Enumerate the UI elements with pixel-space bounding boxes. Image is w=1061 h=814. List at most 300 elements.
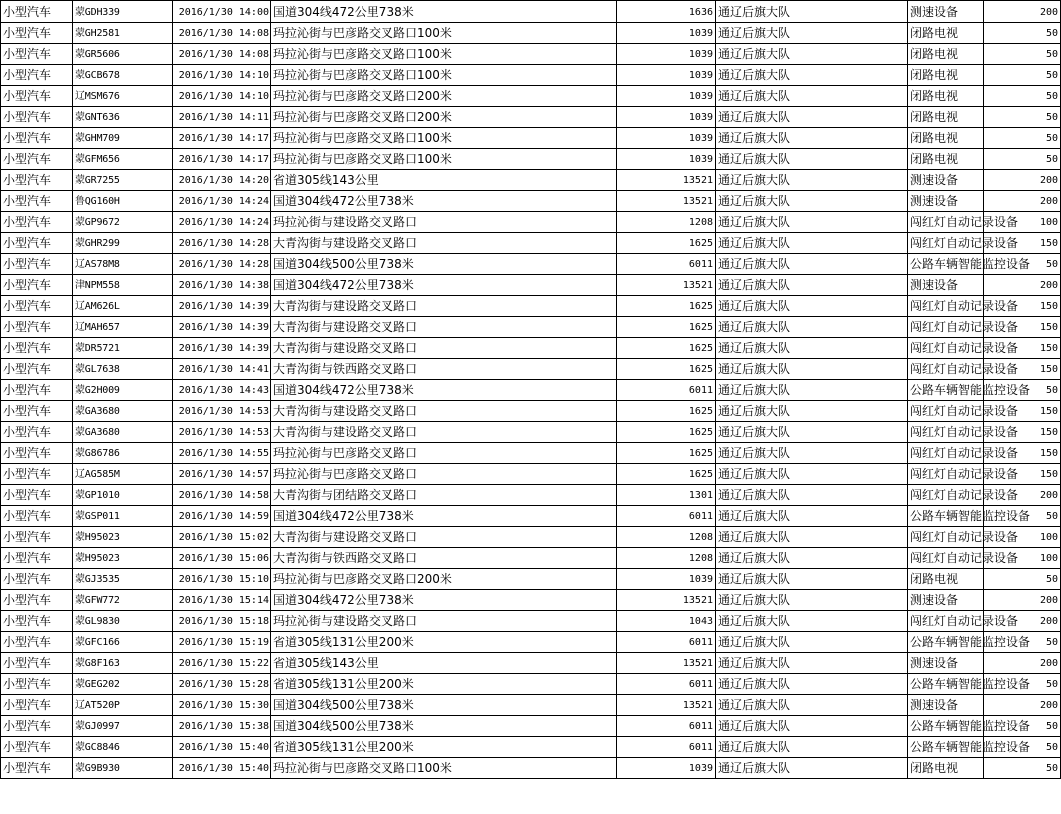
vehicle-type-cell[interactable]: 小型汽车 [1,380,73,401]
location-cell[interactable]: 玛拉沁街与建设路交叉路口 [271,611,617,632]
device-cell[interactable]: 公路车辆智能监控设备 [908,716,984,737]
department-cell[interactable]: 通辽后旗大队 [716,737,908,758]
vehicle-type-cell[interactable]: 小型汽车 [1,275,73,296]
fine-cell[interactable]: 200 [984,1,1061,23]
location-cell[interactable]: 省道305线131公里200米 [271,674,617,695]
datetime-cell[interactable]: 2016/1/30 14:28 [173,254,271,275]
fine-cell[interactable]: 50 [984,65,1061,86]
location-cell[interactable]: 国道304线472公里738米 [271,590,617,611]
vehicle-type-cell[interactable]: 小型汽车 [1,1,73,23]
location-cell[interactable]: 大青沟街与建设路交叉路口 [271,233,617,254]
vehicle-type-cell[interactable]: 小型汽车 [1,170,73,191]
vehicle-type-cell[interactable]: 小型汽车 [1,443,73,464]
device-cell[interactable]: 闭路电视 [908,107,984,128]
vehicle-type-cell[interactable]: 小型汽车 [1,254,73,275]
fine-cell[interactable]: 150 [984,233,1061,254]
location-cell[interactable]: 大青沟街与建设路交叉路口 [271,422,617,443]
plate-number-cell[interactable]: 蒙GFW772 [73,590,173,611]
location-cell[interactable]: 大青沟街与建设路交叉路口 [271,401,617,422]
code-cell[interactable]: 13521 [617,191,716,212]
vehicle-type-cell[interactable]: 小型汽车 [1,464,73,485]
location-cell[interactable]: 大青沟街与团结路交叉路口 [271,485,617,506]
datetime-cell[interactable]: 2016/1/30 14:41 [173,359,271,380]
datetime-cell[interactable]: 2016/1/30 15:30 [173,695,271,716]
device-cell[interactable]: 闯红灯自动记录设备 [908,212,984,233]
plate-number-cell[interactable]: 蒙GH2581 [73,23,173,44]
datetime-cell[interactable]: 2016/1/30 14:08 [173,44,271,65]
location-cell[interactable]: 玛拉沁街与巴彦路交叉路口200米 [271,86,617,107]
location-cell[interactable]: 玛拉沁街与巴彦路交叉路口100米 [271,149,617,170]
plate-number-cell[interactable]: 蒙DR5721 [73,338,173,359]
department-cell[interactable]: 通辽后旗大队 [716,590,908,611]
device-cell[interactable]: 公路车辆智能监控设备 [908,632,984,653]
plate-number-cell[interactable]: 蒙G8F163 [73,653,173,674]
vehicle-type-cell[interactable]: 小型汽车 [1,128,73,149]
plate-number-cell[interactable]: 蒙G86786 [73,443,173,464]
fine-cell[interactable]: 100 [984,527,1061,548]
device-cell[interactable]: 闭路电视 [908,758,984,779]
datetime-cell[interactable]: 2016/1/30 14:57 [173,464,271,485]
device-cell[interactable]: 测速设备 [908,275,984,296]
location-cell[interactable]: 大青沟街与建设路交叉路口 [271,527,617,548]
fine-cell[interactable]: 150 [984,422,1061,443]
datetime-cell[interactable]: 2016/1/30 15:19 [173,632,271,653]
datetime-cell[interactable]: 2016/1/30 15:18 [173,611,271,632]
code-cell[interactable]: 13521 [617,275,716,296]
department-cell[interactable]: 通辽后旗大队 [716,65,908,86]
device-cell[interactable]: 闯红灯自动记录设备 [908,233,984,254]
device-cell[interactable]: 测速设备 [908,170,984,191]
datetime-cell[interactable]: 2016/1/30 15:10 [173,569,271,590]
vehicle-type-cell[interactable]: 小型汽车 [1,23,73,44]
code-cell[interactable]: 1636 [617,1,716,23]
fine-cell[interactable]: 50 [984,737,1061,758]
location-cell[interactable]: 玛拉沁街与巴彦路交叉路口100米 [271,23,617,44]
location-cell[interactable]: 玛拉沁街与巴彦路交叉路口200米 [271,107,617,128]
code-cell[interactable]: 1625 [617,401,716,422]
department-cell[interactable]: 通辽后旗大队 [716,1,908,23]
plate-number-cell[interactable]: 辽AT520P [73,695,173,716]
department-cell[interactable]: 通辽后旗大队 [716,338,908,359]
vehicle-type-cell[interactable]: 小型汽车 [1,716,73,737]
department-cell[interactable]: 通辽后旗大队 [716,191,908,212]
department-cell[interactable]: 通辽后旗大队 [716,422,908,443]
device-cell[interactable]: 公路车辆智能监控设备 [908,506,984,527]
device-cell[interactable]: 闯红灯自动记录设备 [908,422,984,443]
fine-cell[interactable]: 200 [984,191,1061,212]
datetime-cell[interactable]: 2016/1/30 15:06 [173,548,271,569]
plate-number-cell[interactable]: 蒙GNT636 [73,107,173,128]
code-cell[interactable]: 6011 [617,506,716,527]
vehicle-type-cell[interactable]: 小型汽车 [1,548,73,569]
datetime-cell[interactable]: 2016/1/30 14:08 [173,23,271,44]
fine-cell[interactable]: 200 [984,653,1061,674]
vehicle-type-cell[interactable]: 小型汽车 [1,191,73,212]
device-cell[interactable]: 闯红灯自动记录设备 [908,443,984,464]
department-cell[interactable]: 通辽后旗大队 [716,296,908,317]
plate-number-cell[interactable]: 蒙GP9672 [73,212,173,233]
plate-number-cell[interactable]: 蒙GC8846 [73,737,173,758]
plate-number-cell[interactable]: 蒙GHR299 [73,233,173,254]
vehicle-type-cell[interactable]: 小型汽车 [1,758,73,779]
fine-cell[interactable]: 50 [984,128,1061,149]
datetime-cell[interactable]: 2016/1/30 15:38 [173,716,271,737]
vehicle-type-cell[interactable]: 小型汽车 [1,401,73,422]
code-cell[interactable]: 13521 [617,170,716,191]
datetime-cell[interactable]: 2016/1/30 14:10 [173,86,271,107]
vehicle-type-cell[interactable]: 小型汽车 [1,86,73,107]
plate-number-cell[interactable]: 蒙GFM656 [73,149,173,170]
fine-cell[interactable]: 150 [984,401,1061,422]
fine-cell[interactable]: 50 [984,86,1061,107]
device-cell[interactable]: 闯红灯自动记录设备 [908,611,984,632]
code-cell[interactable]: 6011 [617,380,716,401]
location-cell[interactable]: 国道304线500公里738米 [271,695,617,716]
department-cell[interactable]: 通辽后旗大队 [716,674,908,695]
location-cell[interactable]: 玛拉沁街与建设路交叉路口 [271,212,617,233]
table-row [1,317,1061,338]
plate-number-cell[interactable]: 蒙GL7638 [73,359,173,380]
department-cell[interactable]: 通辽后旗大队 [716,695,908,716]
fine-cell[interactable]: 50 [984,380,1061,401]
code-cell[interactable]: 1625 [617,317,716,338]
code-cell[interactable]: 13521 [617,653,716,674]
code-cell[interactable]: 1043 [617,611,716,632]
table-row [1,611,1061,632]
fine-cell[interactable]: 50 [984,149,1061,170]
device-cell[interactable]: 测速设备 [908,191,984,212]
device-cell[interactable]: 公路车辆智能监控设备 [908,254,984,275]
department-cell[interactable]: 通辽后旗大队 [716,149,908,170]
fine-cell[interactable]: 200 [984,590,1061,611]
vehicle-type-cell[interactable]: 小型汽车 [1,212,73,233]
datetime-cell[interactable]: 2016/1/30 14:17 [173,149,271,170]
code-cell[interactable]: 1208 [617,212,716,233]
location-cell[interactable]: 玛拉沁街与巴彦路交叉路口200米 [271,569,617,590]
vehicle-type-cell[interactable]: 小型汽车 [1,233,73,254]
fine-cell[interactable]: 200 [984,170,1061,191]
code-cell[interactable]: 1625 [617,233,716,254]
plate-number-cell[interactable]: 辽MSM676 [73,86,173,107]
datetime-cell[interactable]: 2016/1/30 15:28 [173,674,271,695]
location-cell[interactable]: 国道304线500公里738米 [271,254,617,275]
datetime-cell[interactable]: 2016/1/30 14:17 [173,128,271,149]
department-cell[interactable]: 通辽后旗大队 [716,569,908,590]
code-cell[interactable]: 6011 [617,737,716,758]
plate-number-cell[interactable]: 鲁QG160H [73,191,173,212]
location-cell[interactable]: 玛拉沁街与巴彦路交叉路口 [271,443,617,464]
fine-cell[interactable]: 50 [984,716,1061,737]
datetime-cell[interactable]: 2016/1/30 14:10 [173,65,271,86]
datetime-cell[interactable]: 2016/1/30 14:39 [173,296,271,317]
device-cell[interactable]: 闭路电视 [908,149,984,170]
device-cell[interactable]: 闭路电视 [908,65,984,86]
device-cell[interactable]: 闭路电视 [908,23,984,44]
datetime-cell[interactable]: 2016/1/30 15:22 [173,653,271,674]
code-cell[interactable]: 1039 [617,86,716,107]
vehicle-type-cell[interactable]: 小型汽车 [1,338,73,359]
department-cell[interactable]: 通辽后旗大队 [716,317,908,338]
datetime-cell[interactable]: 2016/1/30 14:58 [173,485,271,506]
fine-cell[interactable]: 150 [984,338,1061,359]
fine-cell[interactable]: 200 [984,275,1061,296]
device-cell[interactable]: 闭路电视 [908,128,984,149]
datetime-cell[interactable]: 2016/1/30 15:40 [173,758,271,779]
fine-cell[interactable]: 150 [984,443,1061,464]
department-cell[interactable]: 通辽后旗大队 [716,527,908,548]
location-cell[interactable]: 国道304线472公里738米 [271,506,617,527]
device-cell[interactable]: 闭路电视 [908,44,984,65]
vehicle-type-cell[interactable]: 小型汽车 [1,506,73,527]
vehicle-type-cell[interactable]: 小型汽车 [1,569,73,590]
plate-number-cell[interactable]: 蒙GEG202 [73,674,173,695]
plate-number-cell[interactable]: 蒙GJ0997 [73,716,173,737]
department-cell[interactable]: 通辽后旗大队 [716,212,908,233]
department-cell[interactable]: 通辽后旗大队 [716,632,908,653]
department-cell[interactable]: 通辽后旗大队 [716,359,908,380]
department-cell[interactable]: 通辽后旗大队 [716,464,908,485]
datetime-cell[interactable]: 2016/1/30 15:40 [173,737,271,758]
device-cell[interactable]: 测速设备 [908,653,984,674]
location-cell[interactable]: 省道305线143公里 [271,170,617,191]
department-cell[interactable]: 通辽后旗大队 [716,716,908,737]
fine-cell[interactable]: 50 [984,23,1061,44]
location-cell[interactable]: 省道305线143公里 [271,653,617,674]
location-cell[interactable]: 国道304线472公里738米 [271,380,617,401]
datetime-cell[interactable]: 2016/1/30 15:02 [173,527,271,548]
plate-number-cell[interactable]: 蒙H95023 [73,527,173,548]
datetime-cell[interactable]: 2016/1/30 14:20 [173,170,271,191]
device-cell[interactable]: 测速设备 [908,1,984,23]
plate-number-cell[interactable]: 蒙GA3680 [73,401,173,422]
plate-number-cell[interactable]: 蒙G9B930 [73,758,173,779]
department-cell[interactable]: 通辽后旗大队 [716,485,908,506]
datetime-cell[interactable]: 2016/1/30 14:00 [173,1,271,23]
vehicle-type-cell[interactable]: 小型汽车 [1,317,73,338]
plate-number-cell[interactable]: 蒙GA3680 [73,422,173,443]
device-cell[interactable]: 公路车辆智能监控设备 [908,380,984,401]
department-cell[interactable]: 通辽后旗大队 [716,128,908,149]
location-cell[interactable]: 国道304线472公里738米 [271,275,617,296]
fine-cell[interactable]: 150 [984,317,1061,338]
fine-cell[interactable]: 150 [984,359,1061,380]
plate-number-cell[interactable]: 蒙G2H009 [73,380,173,401]
datetime-cell[interactable]: 2016/1/30 14:38 [173,275,271,296]
department-cell[interactable]: 通辽后旗大队 [716,233,908,254]
fine-cell[interactable]: 50 [984,44,1061,65]
location-cell[interactable]: 玛拉沁街与巴彦路交叉路口100米 [271,758,617,779]
location-cell[interactable]: 玛拉沁街与巴彦路交叉路口100米 [271,44,617,65]
location-cell[interactable]: 省道305线131公里200米 [271,632,617,653]
code-cell[interactable]: 1039 [617,569,716,590]
location-cell[interactable]: 省道305线131公里200米 [271,737,617,758]
code-cell[interactable]: 1039 [617,128,716,149]
code-cell[interactable]: 6011 [617,632,716,653]
department-cell[interactable]: 通辽后旗大队 [716,86,908,107]
device-cell[interactable]: 测速设备 [908,695,984,716]
code-cell[interactable]: 1208 [617,548,716,569]
datetime-cell[interactable]: 2016/1/30 15:14 [173,590,271,611]
vehicle-type-cell[interactable]: 小型汽车 [1,611,73,632]
code-cell[interactable]: 6011 [617,674,716,695]
datetime-cell[interactable]: 2016/1/30 14:39 [173,338,271,359]
plate-number-cell[interactable]: 蒙GDH339 [73,1,173,23]
code-cell[interactable]: 1625 [617,338,716,359]
datetime-cell[interactable]: 2016/1/30 14:59 [173,506,271,527]
code-cell[interactable]: 6011 [617,716,716,737]
device-cell[interactable]: 闯红灯自动记录设备 [908,296,984,317]
vehicle-type-cell[interactable]: 小型汽车 [1,107,73,128]
code-cell[interactable]: 1625 [617,464,716,485]
department-cell[interactable]: 通辽后旗大队 [716,380,908,401]
datetime-cell[interactable]: 2016/1/30 14:55 [173,443,271,464]
location-cell[interactable]: 大青沟街与建设路交叉路口 [271,296,617,317]
fine-cell[interactable]: 50 [984,107,1061,128]
code-cell[interactable]: 1625 [617,422,716,443]
fine-cell[interactable]: 100 [984,212,1061,233]
datetime-cell[interactable]: 2016/1/30 14:43 [173,380,271,401]
code-cell[interactable]: 1039 [617,44,716,65]
device-cell[interactable]: 闯红灯自动记录设备 [908,527,984,548]
device-cell[interactable]: 测速设备 [908,590,984,611]
device-cell[interactable]: 公路车辆智能监控设备 [908,737,984,758]
vehicle-type-cell[interactable]: 小型汽车 [1,44,73,65]
vehicle-type-cell[interactable]: 小型汽车 [1,65,73,86]
fine-cell[interactable]: 50 [984,632,1061,653]
device-cell[interactable]: 闭路电视 [908,86,984,107]
department-cell[interactable]: 通辽后旗大队 [716,275,908,296]
plate-number-cell[interactable]: 津NPM558 [73,275,173,296]
plate-number-cell[interactable]: 辽MAH657 [73,317,173,338]
device-cell[interactable]: 闯红灯自动记录设备 [908,485,984,506]
code-cell[interactable]: 13521 [617,590,716,611]
vehicle-type-cell[interactable]: 小型汽车 [1,485,73,506]
fine-cell[interactable]: 200 [984,695,1061,716]
fine-cell[interactable]: 150 [984,296,1061,317]
datetime-cell[interactable]: 2016/1/30 14:24 [173,212,271,233]
fine-cell[interactable]: 200 [984,485,1061,506]
fine-cell[interactable]: 50 [984,674,1061,695]
vehicle-type-cell[interactable]: 小型汽车 [1,590,73,611]
code-cell[interactable]: 1625 [617,359,716,380]
department-cell[interactable]: 通辽后旗大队 [716,44,908,65]
location-cell[interactable]: 国道304线472公里738米 [271,1,617,23]
location-cell[interactable]: 大青沟街与铁西路交叉路口 [271,359,617,380]
department-cell[interactable]: 通辽后旗大队 [716,506,908,527]
plate-number-cell[interactable]: 蒙GFC166 [73,632,173,653]
device-cell[interactable]: 闯红灯自动记录设备 [908,359,984,380]
device-cell[interactable]: 闯红灯自动记录设备 [908,401,984,422]
device-cell[interactable]: 公路车辆智能监控设备 [908,674,984,695]
datetime-cell[interactable]: 2016/1/30 14:11 [173,107,271,128]
location-cell[interactable]: 国道304线500公里738米 [271,716,617,737]
code-cell[interactable]: 1039 [617,23,716,44]
vehicle-type-cell[interactable]: 小型汽车 [1,359,73,380]
vehicle-type-cell[interactable]: 小型汽车 [1,149,73,170]
plate-number-cell[interactable]: 蒙H95023 [73,548,173,569]
code-cell[interactable]: 1625 [617,443,716,464]
code-cell[interactable]: 1208 [617,527,716,548]
department-cell[interactable]: 通辽后旗大队 [716,653,908,674]
plate-number-cell[interactable]: 辽AS78M8 [73,254,173,275]
vehicle-type-cell[interactable]: 小型汽车 [1,737,73,758]
plate-number-cell[interactable]: 蒙GCB678 [73,65,173,86]
plate-number-cell[interactable]: 蒙GSP011 [73,506,173,527]
datetime-cell[interactable]: 2016/1/30 14:53 [173,401,271,422]
plate-number-cell[interactable]: 蒙GHM709 [73,128,173,149]
code-cell[interactable]: 1301 [617,485,716,506]
location-cell[interactable]: 大青沟街与建设路交叉路口 [271,338,617,359]
device-cell[interactable]: 闯红灯自动记录设备 [908,464,984,485]
fine-cell[interactable]: 200 [984,611,1061,632]
code-cell[interactable]: 6011 [617,254,716,275]
code-cell[interactable]: 1039 [617,107,716,128]
code-cell[interactable]: 1039 [617,65,716,86]
location-cell[interactable]: 大青沟街与建设路交叉路口 [271,317,617,338]
department-cell[interactable]: 通辽后旗大队 [716,548,908,569]
plate-number-cell[interactable]: 蒙GJ3535 [73,569,173,590]
device-cell[interactable]: 闯红灯自动记录设备 [908,548,984,569]
device-cell[interactable]: 闭路电视 [908,569,984,590]
table-body [1,1,1061,779]
vehicle-type-cell[interactable]: 小型汽车 [1,296,73,317]
fine-cell[interactable]: 50 [984,758,1061,779]
datetime-cell[interactable]: 2016/1/30 14:39 [173,317,271,338]
code-cell[interactable]: 1039 [617,758,716,779]
fine-cell[interactable]: 50 [984,569,1061,590]
location-cell[interactable]: 玛拉沁街与巴彦路交叉路口 [271,464,617,485]
vehicle-type-cell[interactable]: 小型汽车 [1,674,73,695]
plate-number-cell[interactable]: 辽AM626L [73,296,173,317]
device-cell[interactable]: 闯红灯自动记录设备 [908,317,984,338]
code-cell[interactable]: 13521 [617,695,716,716]
department-cell[interactable]: 通辽后旗大队 [716,170,908,191]
datetime-cell[interactable]: 2016/1/30 14:24 [173,191,271,212]
department-cell[interactable]: 通辽后旗大队 [716,401,908,422]
plate-number-cell[interactable]: 蒙GP1010 [73,485,173,506]
fine-cell[interactable]: 150 [984,464,1061,485]
vehicle-type-cell[interactable]: 小型汽车 [1,653,73,674]
location-cell[interactable]: 大青沟街与铁西路交叉路口 [271,548,617,569]
device-cell[interactable]: 闯红灯自动记录设备 [908,338,984,359]
department-cell[interactable]: 通辽后旗大队 [716,254,908,275]
vehicle-type-cell[interactable]: 小型汽车 [1,422,73,443]
location-cell[interactable]: 国道304线472公里738米 [271,191,617,212]
plate-number-cell[interactable]: 蒙GR7255 [73,170,173,191]
department-cell[interactable]: 通辽后旗大队 [716,758,908,779]
code-cell[interactable]: 1039 [617,149,716,170]
fine-cell[interactable]: 50 [984,506,1061,527]
department-cell[interactable]: 通辽后旗大队 [716,611,908,632]
datetime-cell[interactable]: 2016/1/30 14:28 [173,233,271,254]
location-cell[interactable]: 玛拉沁街与巴彦路交叉路口100米 [271,128,617,149]
department-cell[interactable]: 通辽后旗大队 [716,443,908,464]
vehicle-type-cell[interactable]: 小型汽车 [1,632,73,653]
fine-cell[interactable]: 50 [984,254,1061,275]
plate-number-cell[interactable]: 蒙GL9830 [73,611,173,632]
vehicle-type-cell[interactable]: 小型汽车 [1,695,73,716]
datetime-cell[interactable]: 2016/1/30 14:53 [173,422,271,443]
table-row [1,443,1061,464]
vehicle-type-cell[interactable]: 小型汽车 [1,527,73,548]
code-cell[interactable]: 1625 [617,296,716,317]
plate-number-cell[interactable]: 蒙GR5606 [73,44,173,65]
department-cell[interactable]: 通辽后旗大队 [716,107,908,128]
fine-cell[interactable]: 100 [984,548,1061,569]
department-cell[interactable]: 通辽后旗大队 [716,23,908,44]
plate-number-cell[interactable]: 辽AG585M [73,464,173,485]
location-cell[interactable]: 玛拉沁街与巴彦路交叉路口100米 [271,65,617,86]
